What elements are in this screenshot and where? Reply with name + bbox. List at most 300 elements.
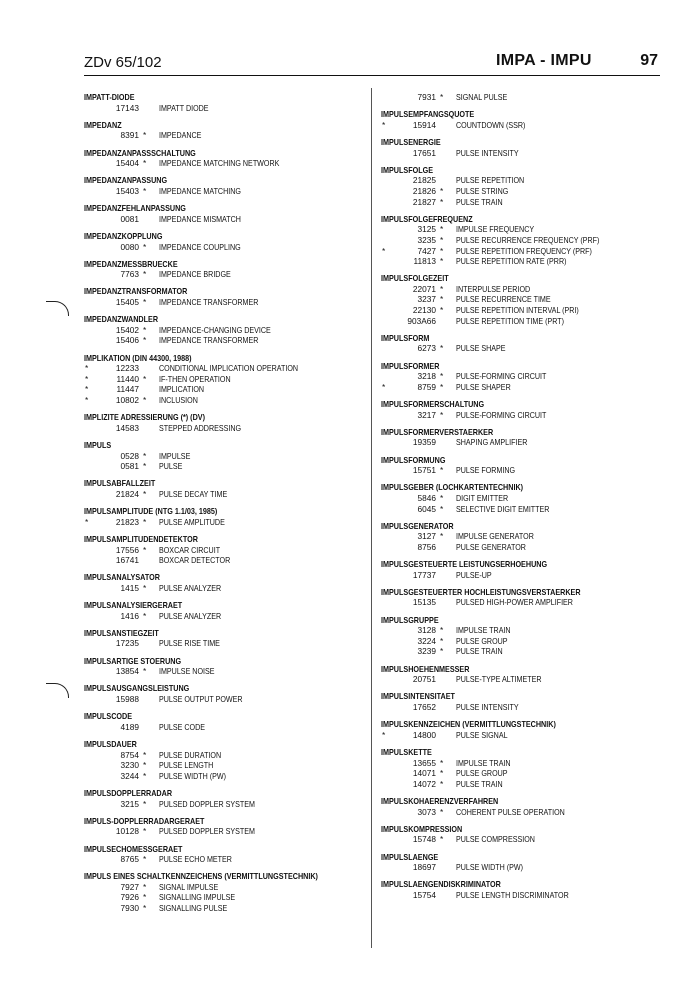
entry-number: 13655 bbox=[412, 757, 436, 768]
translation-row bbox=[84, 335, 368, 346]
dictionary-entry bbox=[84, 600, 368, 621]
translation-row bbox=[381, 542, 665, 553]
entry-term: IMPEDANZ bbox=[84, 119, 122, 130]
translation-text: PULSE ANALYZER bbox=[159, 582, 222, 593]
translation-text: DIGIT EMITTER bbox=[456, 492, 509, 503]
translation-text: PULSED DOPPLER SYSTEM bbox=[159, 798, 255, 809]
entry-number: 3128 bbox=[417, 625, 436, 636]
dictionary-entry bbox=[84, 120, 368, 141]
dictionary-entry bbox=[381, 796, 665, 817]
entry-number: 3224 bbox=[417, 635, 436, 646]
translation-text: PULSE REPETITION TIME (PRT) bbox=[456, 315, 564, 326]
entry-term: IMPULSKOHAERENZVERFAHREN bbox=[381, 795, 499, 806]
dictionary-entry bbox=[381, 273, 665, 326]
star-marker: * bbox=[440, 768, 444, 779]
entry-term: IMPLIZITE ADRESSIERUNG (*) (DV) bbox=[84, 412, 205, 423]
translation-text: IMPEDANCE MISMATCH bbox=[159, 213, 241, 224]
translation-text: PULSE REPETITION RATE (PRR) bbox=[456, 256, 567, 267]
translation-row bbox=[381, 382, 665, 393]
dictionary-entry bbox=[84, 175, 368, 196]
translation-row bbox=[381, 730, 665, 741]
entry-term: IMPEDANZKOPPLUNG bbox=[84, 230, 163, 241]
translation-text: PULSED HIGH-POWER AMPLIFIER bbox=[456, 597, 573, 608]
margin-marker: * bbox=[85, 395, 89, 405]
star-marker: * bbox=[440, 245, 444, 256]
entry-number: 10802 bbox=[115, 395, 139, 405]
entry-number: 3230 bbox=[120, 760, 139, 771]
entry-term: IMPULSABFALLZEIT bbox=[84, 478, 156, 489]
entry-number: 21824 bbox=[115, 488, 139, 499]
page-range: IMPA - IMPU bbox=[496, 52, 592, 69]
entry-number: 15406 bbox=[115, 335, 139, 346]
entry-number: 15403 bbox=[115, 185, 139, 196]
translation-text: PULSE SHAPE bbox=[456, 343, 506, 354]
translation-text: IMPULSE bbox=[159, 450, 191, 461]
column-divider bbox=[371, 88, 372, 948]
entry-term: IMPULSECHOMESSGERAET bbox=[84, 843, 183, 854]
star-marker: * bbox=[143, 241, 147, 252]
translation-text: SIGNALLING PULSE bbox=[159, 903, 228, 914]
translation-text: PULSE WIDTH (PW) bbox=[159, 770, 226, 781]
header-rule bbox=[84, 75, 660, 76]
star-marker: * bbox=[143, 582, 147, 593]
entry-number: 7931 bbox=[417, 92, 436, 102]
translation-text: SIGNAL PULSE bbox=[456, 92, 508, 102]
star-marker: * bbox=[143, 749, 147, 760]
translation-row bbox=[84, 158, 368, 169]
translation-text: PULSE RECURRENCE TIME bbox=[456, 294, 551, 305]
translation-row bbox=[381, 175, 665, 186]
entry-term: IMPEDANZANPASSUNG bbox=[84, 175, 168, 186]
translation-text: SELECTIVE DIGIT EMITTER bbox=[456, 503, 550, 514]
entry-number: 8754 bbox=[120, 749, 139, 760]
entry-term: IMPULSHOEHENMESSER bbox=[381, 663, 470, 674]
entry-number: 20751 bbox=[412, 674, 436, 685]
star-marker: * bbox=[143, 395, 147, 405]
translation-text: PULSE FORMING bbox=[456, 465, 516, 476]
translation-text: PULSE AMPLITUDE bbox=[159, 516, 225, 527]
star-marker: * bbox=[440, 185, 444, 196]
translation-row bbox=[84, 489, 368, 500]
star-marker: * bbox=[440, 283, 444, 294]
entry-number: 14583 bbox=[115, 422, 139, 433]
translation-row bbox=[381, 197, 665, 208]
translation-text: PULSE INTENSITY bbox=[456, 147, 519, 158]
entry-term: IMPULSFOLGEFREQUENZ bbox=[381, 213, 473, 224]
translation-row bbox=[84, 451, 368, 462]
margin-marker: * bbox=[382, 729, 386, 740]
star-marker: * bbox=[143, 770, 147, 781]
translation-row bbox=[381, 294, 665, 305]
dictionary-entry bbox=[84, 203, 368, 224]
translation-row bbox=[381, 437, 665, 448]
entry-number: 19359 bbox=[412, 437, 436, 448]
dictionary-entry bbox=[84, 440, 368, 472]
entry-number: 3215 bbox=[120, 798, 139, 809]
star-marker: * bbox=[440, 778, 444, 789]
translation-text: BOXCAR DETECTOR bbox=[159, 555, 231, 566]
entry-term: IMPULSKETTE bbox=[381, 746, 432, 757]
entry-term: IMPULSDOPPLERRADAR bbox=[84, 787, 173, 798]
translation-text: PULSE REPETITION FREQUENCY (PRF) bbox=[456, 245, 592, 256]
entry-number: 14072 bbox=[412, 778, 436, 789]
entry-number: 15751 bbox=[412, 465, 436, 476]
entry-number: 4189 bbox=[120, 721, 139, 732]
entry-number: 17235 bbox=[115, 638, 139, 649]
entry-number: 16741 bbox=[115, 555, 139, 566]
entry-term: IMPULSLAENGENDISKRIMINATOR bbox=[381, 879, 501, 890]
translation-row bbox=[84, 103, 368, 114]
page-number: 97 bbox=[640, 52, 658, 69]
entry-term: IMPULSARTIGE STOERUNG bbox=[84, 655, 182, 666]
entry-number: 1415 bbox=[120, 582, 139, 593]
entry-number: 15754 bbox=[412, 889, 436, 900]
star-marker: * bbox=[440, 646, 444, 657]
dictionary-entry bbox=[381, 521, 665, 553]
entry-term: IMPULSANALYSATOR bbox=[84, 572, 160, 583]
translation-text: INTERPULSE PERIOD bbox=[456, 283, 531, 294]
translation-row bbox=[84, 826, 368, 837]
entry-term: IMPULSGESTEUERTE LEISTUNGSERHOEHUNG bbox=[381, 559, 548, 570]
translation-text: PULSE REPETITION bbox=[456, 175, 525, 186]
entry-term: IMPULSGENERATOR bbox=[381, 520, 454, 531]
translation-row bbox=[84, 760, 368, 771]
entry-number: 17652 bbox=[412, 702, 436, 712]
dictionary-entry bbox=[84, 816, 368, 837]
dictionary-entry bbox=[84, 628, 368, 649]
translation-text: PULSE REPETITION INTERVAL (PRI) bbox=[456, 305, 579, 316]
star-marker: * bbox=[143, 373, 147, 384]
translation-row bbox=[381, 148, 665, 159]
translation-row bbox=[84, 771, 368, 782]
entry-number: 3237 bbox=[417, 294, 436, 305]
dictionary-entry bbox=[84, 788, 368, 809]
translation-row bbox=[381, 246, 665, 257]
entry-term: IMPULSKENNZEICHEN (VERMITTLUNGSTECHNIK) bbox=[381, 719, 556, 730]
translation-text: PULSE INTENSITY bbox=[456, 702, 519, 712]
left-column bbox=[84, 92, 368, 920]
entry-term: IMPULSFOLGE bbox=[381, 164, 434, 175]
star-marker: * bbox=[143, 666, 147, 677]
star-marker: * bbox=[143, 798, 147, 809]
entry-number: 3218 bbox=[417, 371, 436, 382]
star-marker: * bbox=[143, 269, 147, 280]
star-marker: * bbox=[143, 450, 147, 461]
translation-row bbox=[381, 597, 665, 608]
translation-row bbox=[381, 504, 665, 515]
dictionary-entry bbox=[381, 879, 665, 900]
star-marker: * bbox=[143, 826, 147, 837]
dictionary-entry bbox=[381, 333, 665, 354]
entry-term: IMPULS bbox=[84, 439, 112, 450]
margin-marker: * bbox=[85, 373, 89, 384]
translation-text: PULSE SHAPER bbox=[456, 381, 511, 392]
translation-text: PULSE-TYPE ALTIMETER bbox=[456, 674, 542, 685]
dictionary-entry bbox=[381, 664, 665, 685]
margin-hole-mark bbox=[46, 683, 69, 698]
star-marker: * bbox=[143, 335, 147, 346]
dictionary-entry bbox=[84, 572, 368, 593]
translation-text: IMPULSE TRAIN bbox=[456, 625, 511, 636]
translation-row bbox=[84, 384, 368, 395]
entry-number: 8756 bbox=[417, 541, 436, 552]
entry-term: IMPULSEMPFANGSQUOTE bbox=[381, 109, 475, 120]
dictionary-entry bbox=[381, 109, 665, 130]
entry-number: 7763 bbox=[120, 269, 139, 280]
entry-term: IMPEDANZWANDLER bbox=[84, 314, 159, 325]
entry-term: IMPULSDAUER bbox=[84, 738, 137, 749]
star-marker: * bbox=[440, 757, 444, 768]
translation-row bbox=[84, 423, 368, 434]
entry-number: 7930 bbox=[120, 903, 139, 914]
translation-row bbox=[381, 120, 665, 131]
translation-text: IMPEDANCE TRANSFORMER bbox=[159, 297, 259, 308]
star-marker: * bbox=[143, 185, 147, 196]
entry-term: IMPULSKOMPRESSION bbox=[381, 823, 463, 834]
translation-row bbox=[381, 625, 665, 636]
entry-number: 17651 bbox=[412, 147, 436, 158]
entry-term: IMPULSAMPLITUDENDETEKTOR bbox=[84, 533, 198, 544]
dictionary-entry bbox=[84, 314, 368, 346]
dictionary-entry bbox=[381, 691, 665, 712]
translation-row bbox=[84, 666, 368, 677]
entry-number: 11813 bbox=[413, 256, 436, 267]
dictionary-entry bbox=[84, 656, 368, 677]
dictionary-entry bbox=[381, 92, 665, 103]
dictionary-entry bbox=[381, 559, 665, 580]
translation-text: PULSE SIGNAL bbox=[456, 729, 508, 740]
translation-text: COHERENT PULSE OPERATION bbox=[456, 806, 565, 817]
translation-row bbox=[84, 882, 368, 893]
star-marker: * bbox=[440, 635, 444, 646]
star-marker: * bbox=[143, 854, 147, 865]
star-marker: * bbox=[143, 892, 147, 903]
entry-term: IMPULSFORM bbox=[381, 332, 430, 343]
dictionary-entry bbox=[84, 844, 368, 865]
translation-text: PULSE LENGTH bbox=[159, 760, 214, 771]
translation-text: IMPEDANCE MATCHING bbox=[159, 185, 241, 196]
star-marker: * bbox=[143, 760, 147, 771]
translation-row bbox=[84, 750, 368, 761]
translation-row bbox=[381, 890, 665, 901]
margin-marker: * bbox=[382, 245, 386, 256]
dictionary-entry bbox=[381, 747, 665, 789]
translation-row bbox=[381, 92, 665, 103]
star-marker: * bbox=[143, 461, 147, 472]
entry-number: 3073 bbox=[417, 806, 436, 817]
dictionary-entry bbox=[84, 534, 368, 566]
dictionary-entry bbox=[381, 482, 665, 514]
entry-number: 11447 bbox=[116, 384, 139, 395]
star-marker: * bbox=[440, 371, 444, 382]
star-marker: * bbox=[440, 625, 444, 636]
translation-text: IMPEDANCE bbox=[159, 130, 202, 141]
margin-marker: * bbox=[382, 381, 386, 392]
entry-term: IMPEDANZMESSBRUECKE bbox=[84, 258, 178, 269]
entry-term: IMPLIKATION (DIN 44300, 1988) bbox=[84, 352, 192, 363]
translation-text: PULSE GENERATOR bbox=[456, 541, 526, 552]
translation-row bbox=[84, 374, 368, 385]
dictionary-entry bbox=[381, 719, 665, 740]
translation-row bbox=[84, 395, 368, 406]
margin-marker: * bbox=[85, 384, 89, 395]
translation-text: PULSE-UP bbox=[456, 569, 492, 580]
dictionary-entry bbox=[84, 478, 368, 499]
translation-row bbox=[381, 224, 665, 235]
entry-number: 15914 bbox=[412, 119, 436, 130]
margin-marker: * bbox=[85, 363, 89, 374]
star-marker: * bbox=[440, 294, 444, 305]
translation-row bbox=[381, 834, 665, 845]
page-header bbox=[84, 52, 660, 74]
translation-text: PULSED DOPPLER SYSTEM bbox=[159, 826, 255, 837]
entry-term: IMPULSGEBER (LOCHKARTENTECHNIK) bbox=[381, 482, 524, 493]
translation-text: IMPULSE TRAIN bbox=[456, 757, 511, 768]
entry-number: 3127 bbox=[417, 531, 436, 542]
dictionary-entry bbox=[381, 399, 665, 420]
translation-row bbox=[381, 531, 665, 542]
star-marker: * bbox=[143, 610, 147, 621]
translation-row bbox=[381, 768, 665, 779]
translation-row bbox=[84, 461, 368, 472]
translation-row bbox=[84, 325, 368, 336]
translation-row bbox=[84, 297, 368, 308]
entry-number: 0528 bbox=[120, 450, 139, 461]
entry-number: 10128 bbox=[115, 826, 139, 837]
entry-number: 21825 bbox=[412, 175, 436, 186]
entry-term: IMPULSFORMUNG bbox=[381, 454, 446, 465]
dictionary-entry bbox=[84, 506, 368, 527]
translation-row bbox=[84, 517, 368, 528]
dictionary-entry bbox=[381, 137, 665, 158]
entry-number: 17556 bbox=[115, 544, 139, 555]
translation-row bbox=[84, 583, 368, 594]
translation-row bbox=[381, 758, 665, 769]
translation-text: PULSE ANALYZER bbox=[159, 610, 222, 621]
star-marker: * bbox=[143, 488, 147, 499]
translation-text: SIGNALLING IMPULSE bbox=[159, 892, 236, 903]
entry-number: 7927 bbox=[120, 881, 139, 892]
dictionary-entry bbox=[381, 361, 665, 393]
dictionary-entry bbox=[84, 231, 368, 252]
translation-text: BOXCAR CIRCUIT bbox=[159, 544, 221, 555]
margin-hole-mark bbox=[46, 301, 69, 316]
translation-text: PULSE GROUP bbox=[456, 768, 508, 779]
translation-row bbox=[381, 570, 665, 581]
star-marker: * bbox=[440, 503, 444, 514]
translation-text: PULSE LENGTH DISCRIMINATOR bbox=[456, 889, 569, 900]
translation-text: IMPLICATION bbox=[159, 384, 205, 395]
entry-number: 3235 bbox=[417, 234, 436, 245]
entry-term: IMPULSINTENSITAET bbox=[381, 691, 455, 702]
translation-text: PULSE WIDTH (PW) bbox=[456, 862, 523, 873]
entry-number: 3217 bbox=[417, 409, 436, 420]
translation-text: PULSE OUTPUT POWER bbox=[159, 694, 243, 704]
dictionary-entry bbox=[381, 455, 665, 476]
entry-term: IMPEDANZFEHLANPASSUNG bbox=[84, 203, 186, 214]
star-marker: * bbox=[440, 92, 444, 102]
translation-text: SIGNAL IMPULSE bbox=[159, 881, 219, 892]
translation-text: IMPEDANCE TRANSFORMER bbox=[159, 335, 259, 346]
translation-row bbox=[381, 316, 665, 327]
entry-term: IMPATT-DIODE bbox=[84, 92, 135, 102]
right-column bbox=[381, 92, 665, 907]
star-marker: * bbox=[440, 409, 444, 420]
entry-number: 15748 bbox=[412, 834, 436, 845]
translation-text: PULSE TRAIN bbox=[456, 196, 503, 207]
entry-number: 22071 bbox=[412, 283, 436, 294]
star-marker: * bbox=[143, 881, 147, 892]
dictionary-entry bbox=[84, 871, 368, 913]
dictionary-entry bbox=[381, 852, 665, 873]
translation-row bbox=[84, 694, 368, 705]
translation-row bbox=[381, 305, 665, 316]
star-marker: * bbox=[440, 224, 444, 235]
translation-row bbox=[381, 371, 665, 382]
translation-text: COUNTDOWN (SSR) bbox=[456, 119, 526, 130]
entry-number: 0581 bbox=[120, 461, 139, 472]
entry-number: 22130 bbox=[412, 305, 436, 316]
dictionary-entry bbox=[381, 427, 665, 448]
translation-row bbox=[84, 638, 368, 649]
translation-text: IF-THEN OPERATION bbox=[159, 373, 231, 384]
entry-term: IMPULSAUSGANGSLEISTUNG bbox=[84, 683, 190, 694]
entry-term: IMPULS-DOPPLERRADARGERAET bbox=[84, 815, 205, 826]
entry-number: 0080 bbox=[120, 241, 139, 252]
translation-text: IMPULSE NOISE bbox=[159, 666, 215, 677]
entry-number: 15988 bbox=[115, 694, 139, 704]
translation-row bbox=[381, 702, 665, 713]
translation-text: PULSE CODE bbox=[159, 721, 205, 732]
dictionary-entry bbox=[84, 353, 368, 406]
entry-number: 8759 bbox=[417, 381, 436, 392]
entry-number: 7926 bbox=[120, 892, 139, 903]
entry-number: 3125 bbox=[417, 224, 436, 235]
dictionary-entry bbox=[84, 148, 368, 169]
star-marker: * bbox=[440, 234, 444, 245]
entry-number: 3244 bbox=[120, 770, 139, 781]
translation-text: IMPEDANCE BRIDGE bbox=[159, 269, 231, 280]
translation-row bbox=[84, 130, 368, 141]
translation-row bbox=[84, 363, 368, 374]
document-code: ZDv 65/102 bbox=[84, 54, 162, 71]
translation-text: PULSE COMPRESSION bbox=[456, 834, 535, 845]
entry-number: 7427 bbox=[417, 245, 436, 256]
translation-row bbox=[381, 674, 665, 685]
star-marker: * bbox=[440, 343, 444, 354]
translation-text: CONDITIONAL IMPLICATION OPERATION bbox=[159, 363, 299, 374]
entry-term: IMPULSCODE bbox=[84, 711, 133, 722]
translation-text: IMPEDANCE COUPLING bbox=[159, 241, 241, 252]
translation-text: PULSE TRAIN bbox=[456, 778, 503, 789]
entry-number: 1416 bbox=[120, 610, 139, 621]
translation-text: INCLUSION bbox=[159, 395, 198, 405]
entry-number: 21827 bbox=[412, 196, 436, 207]
entry-number: 0081 bbox=[120, 213, 139, 224]
entry-number: 18697 bbox=[412, 862, 436, 873]
translation-row bbox=[381, 343, 665, 354]
dictionary-entry bbox=[381, 824, 665, 845]
entry-term: IMPULSFOLGEZEIT bbox=[381, 273, 449, 284]
star-marker: * bbox=[440, 465, 444, 476]
entry-number: 903A66 bbox=[407, 315, 436, 326]
entry-number: 14071 bbox=[412, 768, 436, 779]
entry-term: IMPULSLAENGE bbox=[381, 851, 439, 862]
translation-row bbox=[381, 235, 665, 246]
translation-text: IMPATT DIODE bbox=[159, 102, 209, 113]
star-marker: * bbox=[440, 806, 444, 817]
dictionary-entry bbox=[84, 412, 368, 433]
